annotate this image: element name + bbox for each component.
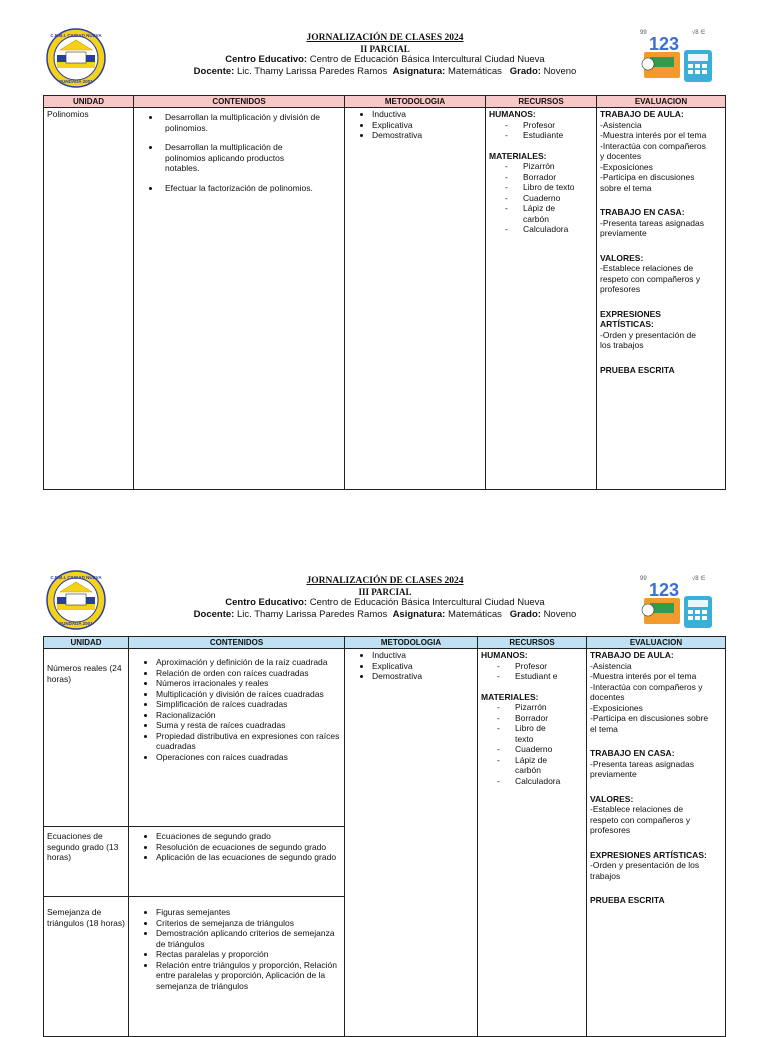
school-logo (46, 28, 106, 88)
aula-label: TRABAJO DE AULA: (600, 109, 684, 119)
document-header (150, 33, 620, 78)
document-title: JORNALIZACIÓN DE CLASES 2024 (306, 33, 464, 43)
list-item: • Propiedad distributiva en expresiones con raíces cuadradas (156, 731, 341, 752)
list-item: - Lápiz de carbón (497, 755, 565, 776)
list-item: • Desarrollan la multiplicación de polinomios aplicando productos notables. (161, 142, 320, 174)
list-item: • Inductiva (372, 650, 474, 661)
docente-value: Lic. Thamy Larissa Paredes Ramos (236, 609, 388, 620)
materiales-label: MATERIALES: (481, 691, 539, 702)
contenidos-list (132, 657, 341, 762)
list-item: • Figuras semejantes (156, 907, 341, 918)
parcial-label: III PARCIAL (358, 587, 412, 597)
asignatura-value: Matemáticas (448, 66, 502, 77)
table-header-row (44, 637, 726, 649)
eval-item: -Interactúa con compañeros y docentes (590, 681, 703, 702)
plan-table (43, 636, 726, 1037)
eval-item: -Presenta tareas asignadas previamente (600, 217, 704, 238)
humanos-list (481, 661, 583, 682)
unidad-cell (44, 897, 129, 1037)
docente-label: Docente: (193, 609, 235, 620)
centro-label: Centro Educativo: (225, 597, 308, 608)
eval-item: -Participa en discusiones sobre el tema (600, 172, 695, 193)
list-item: • Resolución de ecuaciones de segundo grado (156, 842, 341, 853)
centro-line (150, 597, 620, 609)
unidad-name: Ecuaciones de segundo grado (13 horas) (47, 831, 119, 862)
table-header-row (44, 96, 726, 108)
eval-item: -Orden y presentación de los trabajos (600, 329, 696, 350)
expresiones-label: EXPRESIONES ARTÍSTICAS: (600, 308, 661, 329)
svg-text:√8 ∈: √8 ∈ (692, 30, 706, 36)
prueba-label: PRUEBA ESCRITA (590, 895, 665, 905)
list-item: - Estudiante (505, 130, 593, 141)
recursos-cell (478, 649, 587, 1037)
list-item: - Pizarrón (497, 702, 565, 713)
materiales-label: MATERIALES: (489, 150, 547, 161)
list-item: - Profesor (505, 120, 593, 131)
list-item: • Aproximación y definición de la raíz cuadrada (156, 657, 341, 668)
evaluacion-cell (597, 108, 726, 490)
col-header-metodologia: METODOLOGIA (345, 637, 478, 649)
plan-table (43, 95, 726, 490)
contenidos-list (132, 907, 341, 991)
list-item: - Lápiz de carbón (505, 203, 575, 224)
list-item: - Borrador (497, 713, 565, 724)
col-header-metodologia: METODOLOGIA (345, 96, 486, 108)
eval-item: -Exposiciones (600, 161, 653, 172)
list-item: • Explicativa (372, 120, 482, 131)
humanos-list (489, 120, 593, 141)
col-header-unidad: UNIDAD (44, 96, 134, 108)
grado-value: Noveno (543, 66, 577, 77)
list-item: • Demostrativa (372, 671, 474, 682)
list-item: • Efectuar la factorización de polinomios. (161, 183, 320, 194)
col-header-contenidos: CONTENIDOS (134, 96, 345, 108)
list-item: • Criterios de semejanza de triángulos (156, 918, 341, 929)
document-header (150, 576, 620, 621)
list-item: • Demostrativa (372, 130, 482, 141)
list-item: - Calculadora (505, 224, 575, 235)
eval-item: -Interactúa con compañeros y docentes (600, 140, 706, 161)
table-row (44, 108, 726, 490)
list-item: • Rectas paralelas y proporción (156, 949, 341, 960)
list-item: • Relación entre triángulos y proporción, Relación entre paralelas y proporción, Aplicación de la semejanza de triángulos (156, 960, 341, 992)
col-header-recursos: RECURSOS (486, 96, 597, 108)
list-item: - Calculadora (497, 776, 565, 787)
list-item: - Libro de texto (505, 182, 575, 193)
col-header-evaluacion: EVALUACION (597, 96, 726, 108)
svg-text:123: 123 (648, 34, 680, 54)
eval-item: -Asistencia (590, 660, 632, 671)
list-item: • Multiplicación y división de raíces cuadradas (156, 689, 341, 700)
list-item: - Profesor (497, 661, 565, 672)
document-title: JORNALIZACIÓN DE CLASES 2024 (306, 576, 464, 586)
docente-label: Docente: (193, 66, 235, 77)
prueba-label: PRUEBA ESCRITA (600, 364, 675, 375)
svg-text:123: 123 (648, 580, 680, 600)
parcial-label: II PARCIAL (360, 44, 410, 54)
eval-item: -Participa en discusiones sobre el tema (590, 713, 709, 734)
eval-item: -Establece relaciones de respeto con compañeros y profesores (600, 263, 701, 294)
humanos-label: HUMANOS: (481, 650, 528, 660)
col-header-contenidos: CONTENIDOS (129, 637, 345, 649)
contenidos-list (132, 831, 341, 863)
asignatura-label: Asignatura: (392, 66, 446, 77)
materiales-list (481, 702, 583, 786)
school-logo (46, 570, 106, 630)
eval-item: -Establece relaciones de respeto con compañeros y profesores (590, 804, 691, 835)
list-item: - Estudiant e (497, 671, 565, 682)
valores-label: VALORES: (600, 252, 644, 263)
eval-item: -Muestra interés por el tema (590, 671, 697, 681)
list-item: • Ecuaciones de segundo grado (156, 831, 341, 842)
svg-text:99: 99 (640, 576, 647, 582)
asignatura-value: Matemáticas (448, 609, 502, 620)
contenidos-cell (134, 108, 345, 490)
eval-item: -Orden y presentación de los trabajos (590, 860, 700, 881)
humanos-label: HUMANOS: (489, 109, 536, 119)
svg-text:99: 99 (640, 30, 647, 36)
centro-value: Centro de Educación Básica Intercultural Ciudad Nueva (309, 54, 545, 65)
valores-label: VALORES: (590, 793, 634, 804)
grado-label: Grado: (509, 609, 541, 620)
math-clipart-icon (632, 568, 722, 632)
svg-text:√8 ∈: √8 ∈ (692, 576, 706, 582)
math-clipart-icon (632, 22, 722, 86)
unidad-cell (44, 649, 129, 827)
centro-value: Centro de Educación Básica Intercultural Ciudad Nueva (309, 597, 545, 608)
metodologia-list (348, 109, 482, 141)
contenidos-list (137, 112, 320, 193)
recursos-cell (486, 108, 597, 490)
contenidos-cell (129, 827, 345, 897)
list-item: • Números irracionales y reales (156, 678, 341, 689)
list-item: • Desarrollan la multiplicación y división de polinomios. (161, 112, 320, 133)
eval-item: -Presenta tareas asignadas previamente (590, 758, 694, 779)
logo-text-bottom: FUNDADA 2001 (59, 621, 93, 626)
eval-item: -Muestra interés por el tema (600, 130, 707, 140)
col-header-unidad: UNIDAD (44, 637, 129, 649)
aula-label: TRABAJO DE AULA: (590, 650, 674, 660)
grado-label: Grado: (509, 66, 541, 77)
list-item: • Racionalización (156, 710, 341, 721)
asignatura-label: Asignatura: (392, 609, 446, 620)
eval-item: -Asistencia (600, 119, 642, 130)
eval-item: -Exposiciones (590, 702, 643, 713)
docente-value: Lic. Thamy Larissa Paredes Ramos (236, 66, 388, 77)
unidad-name: Semejanza de triángulos (18 horas) (47, 907, 125, 928)
casa-label: TRABAJO EN CASA: (600, 207, 685, 217)
logo-text-bottom: FUNDADA 2001 (59, 79, 93, 84)
list-item: • Inductiva (372, 109, 482, 120)
list-item: • Aplicación de las ecuaciones de segundo grado (156, 852, 341, 863)
expresiones-label: EXPRESIONES ARTÍSTICAS: (590, 849, 707, 860)
centro-line (150, 54, 620, 66)
list-item: - Libro de texto (497, 723, 565, 744)
unidad-name: Números reales (24 horas) (47, 663, 122, 684)
document-page-2 (0, 562, 768, 1024)
col-header-evaluacion: EVALUACION (587, 637, 726, 649)
document-page-1 (0, 0, 768, 500)
list-item: • Relación de orden con raíces cuadradas (156, 668, 341, 679)
list-item: - Pizarrón (505, 161, 575, 172)
list-item: • Demostración aplicando criterios de semejanza de triángulos (156, 928, 341, 949)
col-header-recursos: RECURSOS (478, 637, 587, 649)
logo-text-top: C.E.B.I. CIUDAD NUEVA (50, 575, 102, 580)
unidad-name: Polinomios (47, 109, 89, 119)
evaluacion-cell (587, 649, 726, 1037)
list-item: • Operaciones con raíces cuadradas (156, 752, 341, 763)
metodologia-list (348, 650, 474, 682)
list-item: • Simplificación de raíces cuadradas (156, 699, 341, 710)
docente-line (150, 609, 620, 621)
table-row (44, 649, 726, 827)
casa-label: TRABAJO EN CASA: (590, 748, 675, 758)
metodologia-cell (345, 649, 478, 1037)
list-item: • Suma y resta de raíces cuadradas (156, 720, 341, 731)
grado-value: Noveno (543, 609, 577, 620)
metodologia-cell (345, 108, 486, 490)
list-item: - Cuaderno (505, 193, 575, 204)
list-item: - Cuaderno (497, 744, 565, 755)
list-item: - Borrador (505, 172, 575, 183)
logo-text-top: C.E.B.I. CIUDAD NUEVA (50, 33, 102, 38)
unidad-cell (44, 108, 134, 490)
unidad-cell (44, 827, 129, 897)
materiales-list (489, 161, 593, 235)
docente-line (150, 66, 620, 78)
centro-label: Centro Educativo: (225, 54, 308, 65)
contenidos-cell (129, 897, 345, 1037)
contenidos-cell (129, 649, 345, 827)
list-item: • Explicativa (372, 661, 474, 672)
